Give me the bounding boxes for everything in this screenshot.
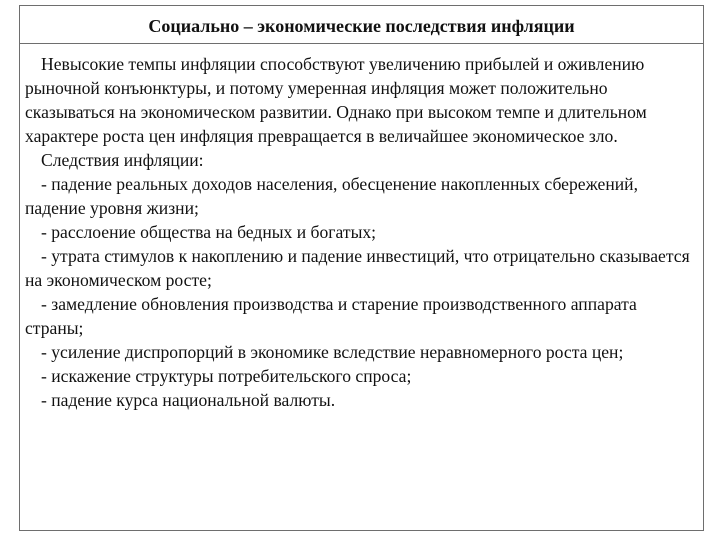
list-item: - замедление обновления производства и старение производственного аппарата страны; xyxy=(25,294,637,338)
list-item: - усиление диспропорций в экономике вследствие неравномерного роста цен; xyxy=(41,342,624,362)
body-text xyxy=(25,52,693,412)
page-title: Социально – экономические последствия инфляции xyxy=(148,15,575,36)
list-item: - падение реальных доходов населения, обесценение накопленных сбережений, падение уровня жизни; xyxy=(25,174,638,218)
list-item: - искажение структуры потребительского спроса; xyxy=(41,366,412,386)
slide-frame xyxy=(19,5,704,531)
list-item: - расслоение общества на бедных и богатых; xyxy=(41,222,377,242)
list-item: - утрата стимулов к накоплению и падение инвестиций, что отрицательно сказывается на экономическом росте; xyxy=(25,246,690,290)
list-item: - падение курса национальной валюты. xyxy=(41,390,336,410)
title-row xyxy=(20,6,703,44)
intro-paragraph: Невысокие темпы инфляции способствуют увеличению прибылей и оживлению рыночной конъюнктуры, и потому умеренная инфляция может положительно сказываться на экономическом развитии. Однако при высоком темпе и длительном характере роста цен инфляция превращается в величайшее экономическое зло. xyxy=(25,54,647,146)
consequences-heading: Следствия инфляции: xyxy=(41,150,204,170)
